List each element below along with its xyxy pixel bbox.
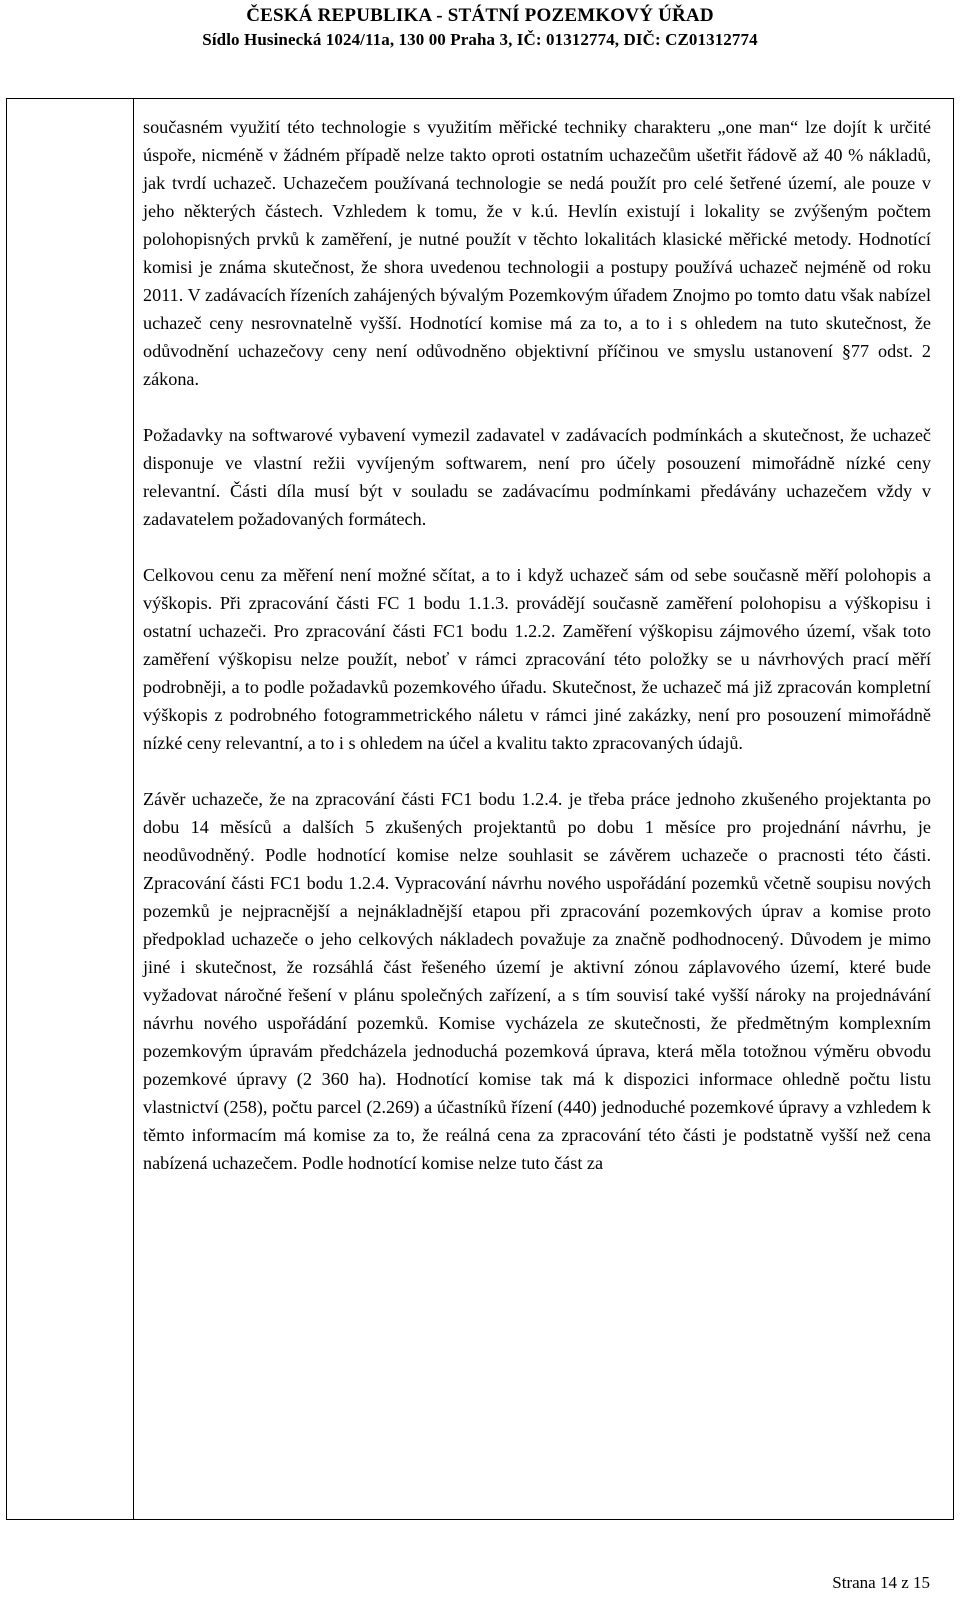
paragraph-2: Požadavky na softwarové vybavení vymezil zadavatel v zadávacích podmínkách a skutečnost, že uchazeč disponuje ve vlastní režii vyvíjeným softwarem, není pro účely posouzení mimořádně nízké ceny relevantní. Části díla musí být v souladu se zadávacímu podmínkami předávány uchazečem vždy v zadavatelem požadovaných formátech. xyxy=(143,425,931,529)
paragraph-3: Celkovou cenu za měření není možné sčítat, a to i když uchazeč sám od sebe současně měří polohopis a výškopis. Při zpracování části FC 1 bodu 1.1.3. provádějí současně zaměření polohopisu a výškopisu i ostatní uchazeči. Pro zpracování části FC1 bodu 1.2.2. Zaměření výškopisu zájmového území, však toto zaměření výškopisu nelze použít, neboť v rámci zpracování této položky se u návrhových prací měří podrobněji, a to podle požadavků pozemkového úřadu. Skutečnost, že uchazeč má již zpracován kompletní výškopis z podrobného fotogrammetrického náletu v rámci jiné zakázky, není pro posouzení mimořádně nízké ceny relevantní, a to i s ohledem na účel a kvalitu takto zpracovaných údajů. xyxy=(143,565,931,753)
document-header xyxy=(0,0,960,51)
header-title: ČESKÁ REPUBLIKA - STÁTNÍ POZEMKOVÝ ÚŘAD xyxy=(246,5,714,26)
page-number: Strana 14 z 15 xyxy=(832,1573,930,1592)
header-address: Sídlo Husinecká 1024/11a, 130 00 Praha 3, IČ: 01312774, DIČ: CZ01312774 xyxy=(202,30,758,49)
paragraph-1: současném využití této technologie s využitím měřické techniky charakteru „one man“ lze dojít k určité úspoře, nicméně v žádném případě nelze takto oproti ostatním uchazečům ušetřit řádově až 40 % nákladů, jak tvrdí uchazeč. Uchazečem používaná technologie se nedá použít pro celé šetřené území, ale pouze v jeho některých částech. Vzhledem k tomu, že v k.ú. Hevlín existují i lokality se zvýšeným počtem polohopisných prvků k zaměření, je nutné použít v těchto lokalitách klasické měřické metody. Hodnotící komisi je známa skutečnost, že shora uvedenou technologii a postupy používá uchazeč nejméně od roku 2011. V zadávacích řízeních zahájených bývalým Pozemkovým úřadem Znojmo po tomto datu však nabízel uchazeč ceny nesrovnatelně vyšší. Hodnotící komise má za to, a to i s ohledem na tuto skutečnost, že odůvodnění uchazečovy ceny není odůvodněno objektivní příčinou ve smyslu ustanovení §77 odst. 2 zákona. xyxy=(143,117,931,389)
paragraph-4: Závěr uchazeče, že na zpracování části FC1 bodu 1.2.4. je třeba práce jednoho zkušeného projektanta po dobu 14 měsíců a dalších 5 zkušených projektantů po dobu 1 měsíce pro projednání návrhu, je neodůvodněný. Podle hodnotící komise nelze souhlasit se závěrem uchazeče o pracnosti této části. Zpracování části FC1 bodu 1.2.4. Vypracování návrhu nového uspořádání pozemků včetně soupisu nových pozemků je nejpracnější a nejnákladnější etapou při zpracování pozemkových úprav a komise proto předpoklad uchazeče o jeho celkových nákladech považuje za značně podhodnocený. Důvodem je mimo jiné i skutečnost, že rozsáhlá část řešeného území je aktivní zónou záplavového území, které bude vyžadovat náročné řešení v plánu společných zařízení, a s tím souvisí také vyšší nároky na projednávání návrhu nového uspořádání pozemků. Komise vycházela ze skutečnosti, že předmětným komplexním pozemkovým úpravám předcházela jednoduchá pozemková úprava, která měla totožnou výměru obvodu pozemkové úpravy (2 360 ha). Hodnotící komise tak má k dispozici informace ohledně počtu listu vlastnictví (258), počtu parcel (2.269) a účastníků řízení (440) jednoduché pozemkové úpravy a vzhledem k těmto informacím má komise za to, že reálná cena za zpracování této části je podstatně vyšší než cena nabízená uchazečem. Podle hodnotící komise nelze tuto část za xyxy=(143,789,931,1173)
column-divider xyxy=(133,99,134,1519)
content-table xyxy=(6,98,954,1520)
content-cell xyxy=(143,113,931,1177)
